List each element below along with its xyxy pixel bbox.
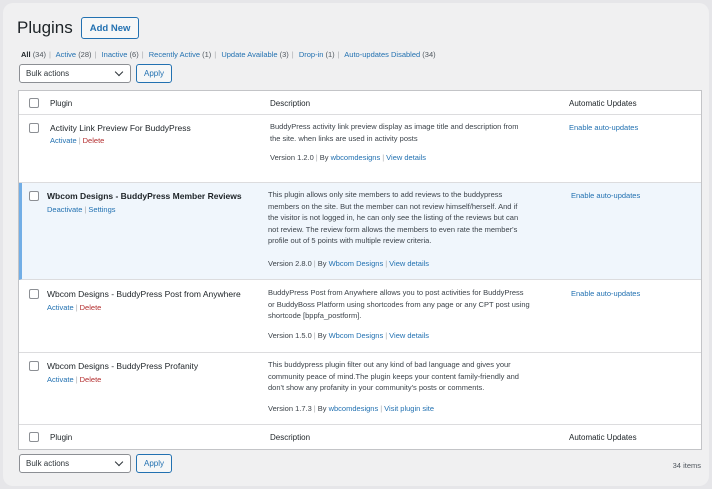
plugin-name: Wbcom Designs - BuddyPress Profanity — [47, 361, 199, 371]
plugins-table — [18, 90, 702, 450]
activate-link[interactable]: Activate — [47, 375, 74, 384]
filter-active[interactable]: Active (28) — [55, 50, 92, 59]
plugin-checkbox[interactable] — [29, 191, 39, 201]
view-details-link[interactable]: View details — [389, 259, 430, 268]
add-new-button[interactable]: Add New — [81, 17, 140, 39]
select-all-checkbox[interactable] — [29, 98, 39, 108]
table-footer — [19, 425, 701, 449]
activate-link[interactable]: Activate — [50, 136, 77, 145]
activate-link[interactable]: Activate — [47, 303, 74, 312]
page-header — [17, 17, 139, 39]
items-count: 34 items — [672, 461, 701, 470]
chevron-down-icon — [115, 68, 123, 76]
plugin-description: BuddyPress activity link preview display as image title and description from the site. when links are used in activity posts — [270, 122, 519, 143]
plugin-name: Wbcom Designs - BuddyPress Post from Anywhere — [47, 289, 241, 299]
bulk-actions-value: Bulk actions — [26, 69, 70, 78]
deactivate-link[interactable]: Deactivate — [47, 205, 83, 214]
author-link[interactable]: Wbcom Designs — [328, 331, 384, 340]
table-row — [19, 280, 701, 353]
plugin-description: This buddypress plugin filter out any kind of bad language and gives your community peace of mind.The plugin keeps your content family-friendly and don't show any profanity in your community's posts or comments. — [268, 360, 519, 392]
status-filters: All (34) | Active (28) | Inactive (6) | Recently Active (1) | Update Available (3) | Drop-in (1) | Auto-updates Disabled (34) — [21, 50, 436, 59]
table-row — [19, 115, 701, 183]
visit-plugin-site-link[interactable]: Visit plugin site — [384, 404, 435, 413]
filter-auto-updates-disabled[interactable]: Auto-updates Disabled (34) — [344, 50, 436, 59]
table-row — [19, 353, 701, 425]
column-description: Description — [270, 99, 311, 108]
bulk-actions-select[interactable] — [19, 64, 131, 83]
enable-auto-updates-link[interactable]: Enable auto-updates — [571, 289, 641, 298]
plugin-name: Activity Link Preview For BuddyPress — [50, 123, 191, 133]
chevron-down-icon — [115, 458, 123, 466]
author-link[interactable]: wbcomdesigns — [330, 153, 381, 162]
bulk-actions-top — [19, 64, 172, 83]
bulk-actions-value: Bulk actions — [26, 459, 70, 468]
plugin-meta: Version 1.5.0 | By Wbcom Designs | View details — [268, 331, 430, 340]
filter-inactive[interactable]: Inactive (6) — [101, 50, 139, 59]
column-plugin: Plugin — [50, 99, 73, 108]
delete-link[interactable]: Delete — [82, 136, 105, 145]
enable-auto-updates-link[interactable]: Enable auto-updates — [571, 191, 641, 200]
enable-auto-updates-link[interactable]: Enable auto-updates — [569, 123, 639, 132]
plugin-meta: Version 1.7.3 | By wbcomdesigns | Visit plugin site — [268, 404, 435, 413]
filter-update-available[interactable]: Update Available (3) — [221, 50, 289, 59]
table-row — [19, 183, 701, 280]
column-description: Description — [270, 433, 311, 442]
plugin-actions: Activate | Delete — [50, 136, 105, 145]
plugin-actions: Deactivate | Settings — [47, 205, 116, 214]
select-all-checkbox[interactable] — [29, 432, 39, 442]
plugin-actions: Activate | Delete — [47, 303, 102, 312]
bulk-actions-select[interactable] — [19, 454, 131, 473]
filter-recently-active[interactable]: Recently Active (1) — [148, 50, 212, 59]
table-header — [19, 91, 701, 115]
settings-link[interactable]: Settings — [88, 205, 116, 214]
author-link[interactable]: wbcomdesigns — [328, 404, 379, 413]
plugin-actions: Activate | Delete — [47, 375, 102, 384]
apply-button[interactable]: Apply — [136, 454, 172, 473]
plugin-description: BuddyPress Post from Anywhere allows you to post activities for BuddyPress or BuddyBoss Platform using shortcodes from any page or any CPT post using shortcode [bppfa_postform]. — [268, 288, 530, 320]
plugin-checkbox[interactable] — [29, 123, 39, 133]
view-details-link[interactable]: View details — [389, 331, 430, 340]
column-automatic-updates: Automatic Updates — [569, 99, 637, 108]
delete-link[interactable]: Delete — [79, 303, 102, 312]
plugin-meta: Version 1.2.0 | By wbcomdesigns | View details — [270, 153, 427, 162]
page-title: Plugins — [17, 18, 73, 37]
column-automatic-updates: Automatic Updates — [569, 433, 637, 442]
plugin-meta: Version 2.8.0 | By Wbcom Designs | View details — [268, 259, 430, 268]
author-link[interactable]: Wbcom Designs — [328, 259, 384, 268]
bulk-actions-bottom — [19, 454, 172, 473]
plugin-description: This plugin allows only site members to add reviews to the buddypress members on the site. But the member can not review himself/herself. And if the visitor is not logged in, he can only see the listing of the reviews but can not review. The review form allows the members to even rate the member's profile out of 5 points with multiple review criteria. — [268, 190, 519, 245]
filter-drop-in[interactable]: Drop-in (1) — [298, 50, 335, 59]
delete-link[interactable]: Delete — [79, 375, 102, 384]
column-plugin: Plugin — [50, 433, 73, 442]
apply-button[interactable]: Apply — [136, 64, 172, 83]
view-details-link[interactable]: View details — [386, 153, 427, 162]
plugin-checkbox[interactable] — [29, 361, 39, 371]
filter-all[interactable]: All (34) — [21, 50, 47, 59]
plugin-name: Wbcom Designs - BuddyPress Member Reviews — [47, 191, 242, 201]
plugins-page — [3, 3, 709, 486]
plugin-checkbox[interactable] — [29, 289, 39, 299]
